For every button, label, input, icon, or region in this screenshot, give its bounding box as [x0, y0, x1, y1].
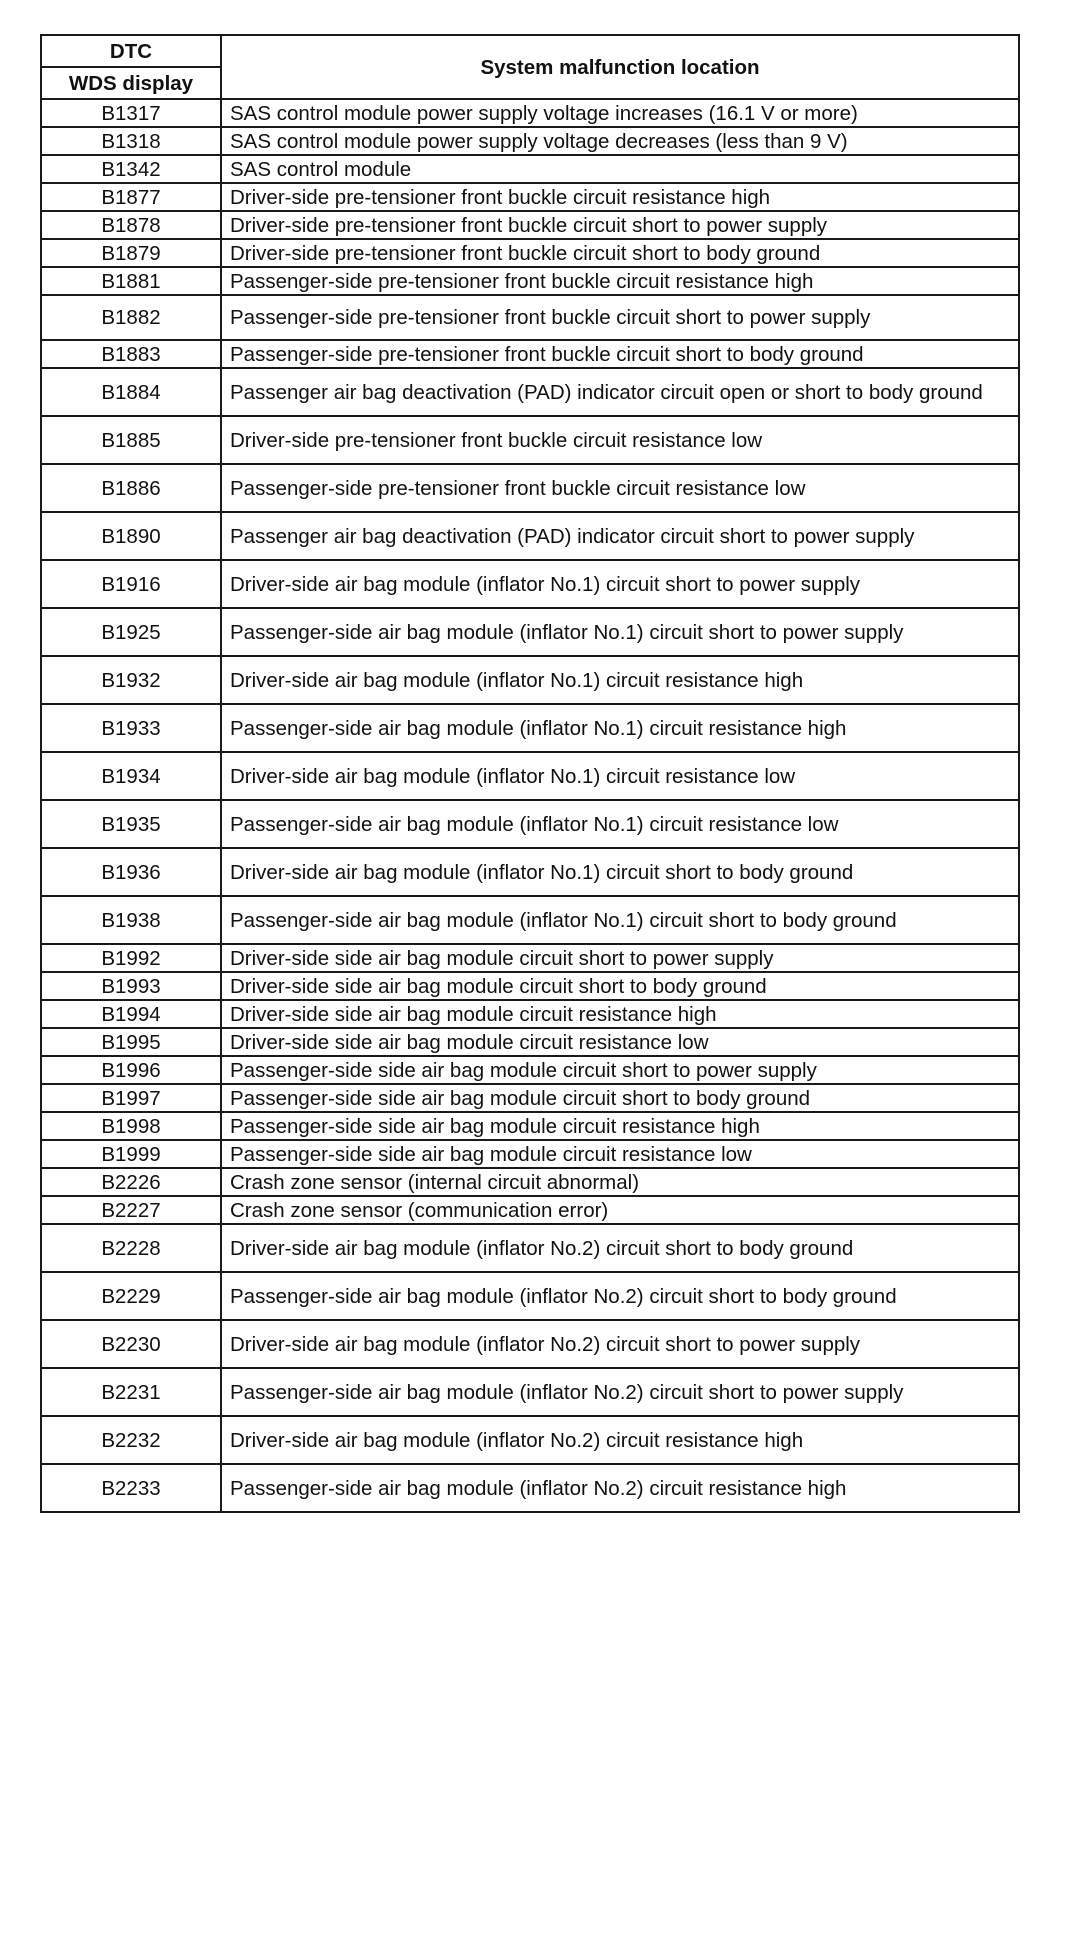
dtc-table — [40, 34, 1020, 1513]
malfunction-description-cell: Passenger-side air bag module (inflator No.1) circuit resistance low — [221, 800, 1019, 848]
malfunction-description-cell: Driver-side side air bag module circuit short to body ground — [221, 972, 1019, 1000]
malfunction-description-cell: Passenger air bag deactivation (PAD) indicator circuit open or short to body ground — [221, 368, 1019, 416]
dtc-code-cell: B2228 — [41, 1224, 221, 1272]
dtc-code-cell: B1935 — [41, 800, 221, 848]
dtc-code-cell: B1883 — [41, 340, 221, 368]
table-row — [41, 752, 1019, 800]
table-row — [41, 267, 1019, 295]
dtc-code-cell: B2227 — [41, 1196, 221, 1224]
table-row — [41, 1320, 1019, 1368]
table-row — [41, 608, 1019, 656]
dtc-code-cell: B1879 — [41, 239, 221, 267]
dtc-code-cell: B1890 — [41, 512, 221, 560]
malfunction-description-cell: Passenger-side side air bag module circuit short to body ground — [221, 1084, 1019, 1112]
header-location: System malfunction location — [221, 35, 1019, 99]
malfunction-description-cell: Driver-side air bag module (inflator No.1) circuit short to power supply — [221, 560, 1019, 608]
dtc-code-cell: B1885 — [41, 416, 221, 464]
dtc-code-cell: B1318 — [41, 127, 221, 155]
malfunction-description-cell: Passenger-side side air bag module circuit short to power supply — [221, 1056, 1019, 1084]
malfunction-description-cell: Driver-side side air bag module circuit resistance high — [221, 1000, 1019, 1028]
malfunction-description-cell: Driver-side air bag module (inflator No.1) circuit resistance low — [221, 752, 1019, 800]
malfunction-description-cell: Passenger-side air bag module (inflator No.1) circuit short to power supply — [221, 608, 1019, 656]
dtc-code-cell: B1992 — [41, 944, 221, 972]
table-row — [41, 1084, 1019, 1112]
dtc-code-cell: B1342 — [41, 155, 221, 183]
malfunction-description-cell: Driver-side pre-tensioner front buckle circuit short to power supply — [221, 211, 1019, 239]
malfunction-description-cell: Passenger-side side air bag module circuit resistance high — [221, 1112, 1019, 1140]
malfunction-description-cell: SAS control module — [221, 155, 1019, 183]
malfunction-description-cell: Driver-side air bag module (inflator No.1) circuit resistance high — [221, 656, 1019, 704]
dtc-code-cell: B1997 — [41, 1084, 221, 1112]
dtc-code-cell: B2230 — [41, 1320, 221, 1368]
dtc-code-cell: B1925 — [41, 608, 221, 656]
table-row — [41, 800, 1019, 848]
malfunction-description-cell: Driver-side air bag module (inflator No.2) circuit resistance high — [221, 1416, 1019, 1464]
dtc-code-cell: B1884 — [41, 368, 221, 416]
table-row — [41, 1272, 1019, 1320]
malfunction-description-cell: Crash zone sensor (communication error) — [221, 1196, 1019, 1224]
dtc-code-cell: B2233 — [41, 1464, 221, 1512]
header-dtc: DTC — [41, 35, 221, 67]
table-row — [41, 183, 1019, 211]
table-row — [41, 560, 1019, 608]
malfunction-description-cell: Driver-side air bag module (inflator No.2) circuit short to power supply — [221, 1320, 1019, 1368]
table-header — [41, 35, 1019, 99]
dtc-code-cell: B1878 — [41, 211, 221, 239]
table-row — [41, 1000, 1019, 1028]
dtc-code-cell: B1998 — [41, 1112, 221, 1140]
table-row — [41, 1368, 1019, 1416]
dtc-code-cell: B1994 — [41, 1000, 221, 1028]
table-row — [41, 512, 1019, 560]
dtc-code-cell: B1933 — [41, 704, 221, 752]
dtc-code-cell: B1882 — [41, 295, 221, 340]
table-row — [41, 416, 1019, 464]
dtc-code-cell: B1881 — [41, 267, 221, 295]
malfunction-description-cell: Driver-side air bag module (inflator No.2) circuit short to body ground — [221, 1224, 1019, 1272]
malfunction-description-cell: Passenger-side pre-tensioner front buckle circuit resistance high — [221, 267, 1019, 295]
malfunction-description-cell: Passenger-side air bag module (inflator No.1) circuit short to body ground — [221, 896, 1019, 944]
table-row — [41, 295, 1019, 340]
table-row — [41, 896, 1019, 944]
malfunction-description-cell: Passenger-side pre-tensioner front buckle circuit short to body ground — [221, 340, 1019, 368]
table-row — [41, 944, 1019, 972]
dtc-code-cell: B1934 — [41, 752, 221, 800]
table-row — [41, 1464, 1019, 1512]
table-row — [41, 99, 1019, 127]
malfunction-description-cell: Driver-side pre-tensioner front buckle circuit short to body ground — [221, 239, 1019, 267]
dtc-code-cell: B2232 — [41, 1416, 221, 1464]
table-row — [41, 1224, 1019, 1272]
malfunction-description-cell: Driver-side side air bag module circuit resistance low — [221, 1028, 1019, 1056]
table-row — [41, 368, 1019, 416]
dtc-code-cell: B1317 — [41, 99, 221, 127]
dtc-code-cell: B1993 — [41, 972, 221, 1000]
malfunction-description-cell: Crash zone sensor (internal circuit abnormal) — [221, 1168, 1019, 1196]
malfunction-description-cell: Passenger-side pre-tensioner front buckle circuit short to power supply — [221, 295, 1019, 340]
table-row — [41, 656, 1019, 704]
dtc-code-cell: B1938 — [41, 896, 221, 944]
dtc-code-cell: B1999 — [41, 1140, 221, 1168]
dtc-code-cell: B1877 — [41, 183, 221, 211]
dtc-code-cell: B1996 — [41, 1056, 221, 1084]
malfunction-description-cell: Driver-side pre-tensioner front buckle circuit resistance high — [221, 183, 1019, 211]
table-row — [41, 1416, 1019, 1464]
table-row — [41, 848, 1019, 896]
malfunction-description-cell: Passenger-side air bag module (inflator No.2) circuit resistance high — [221, 1464, 1019, 1512]
table-row — [41, 211, 1019, 239]
header-wds-display: WDS display — [41, 67, 221, 99]
table-row — [41, 1028, 1019, 1056]
table-row — [41, 704, 1019, 752]
table-row — [41, 1140, 1019, 1168]
malfunction-description-cell: Passenger-side side air bag module circuit resistance low — [221, 1140, 1019, 1168]
table-row — [41, 1196, 1019, 1224]
table-row — [41, 1112, 1019, 1140]
table-row — [41, 239, 1019, 267]
table-body — [41, 99, 1019, 1512]
table-row — [41, 340, 1019, 368]
table-row — [41, 127, 1019, 155]
malfunction-description-cell: Passenger-side air bag module (inflator No.2) circuit short to power supply — [221, 1368, 1019, 1416]
table-row — [41, 972, 1019, 1000]
table-row — [41, 464, 1019, 512]
malfunction-description-cell: Passenger air bag deactivation (PAD) indicator circuit short to power supply — [221, 512, 1019, 560]
malfunction-description-cell: Passenger-side air bag module (inflator No.1) circuit resistance high — [221, 704, 1019, 752]
malfunction-description-cell: Passenger-side air bag module (inflator No.2) circuit short to body ground — [221, 1272, 1019, 1320]
malfunction-description-cell: Driver-side air bag module (inflator No.1) circuit short to body ground — [221, 848, 1019, 896]
dtc-code-cell: B1886 — [41, 464, 221, 512]
dtc-code-cell: B1916 — [41, 560, 221, 608]
dtc-code-cell: B1932 — [41, 656, 221, 704]
malfunction-description-cell: Driver-side pre-tensioner front buckle circuit resistance low — [221, 416, 1019, 464]
malfunction-description-cell: SAS control module power supply voltage increases (16.1 V or more) — [221, 99, 1019, 127]
table-row — [41, 1168, 1019, 1196]
dtc-code-cell: B2226 — [41, 1168, 221, 1196]
dtc-code-cell: B1936 — [41, 848, 221, 896]
malfunction-description-cell: Driver-side side air bag module circuit short to power supply — [221, 944, 1019, 972]
table-row — [41, 1056, 1019, 1084]
malfunction-description-cell: SAS control module power supply voltage decreases (less than 9 V) — [221, 127, 1019, 155]
malfunction-description-cell: Passenger-side pre-tensioner front buckle circuit resistance low — [221, 464, 1019, 512]
table-row — [41, 155, 1019, 183]
dtc-code-cell: B1995 — [41, 1028, 221, 1056]
dtc-code-cell: B2229 — [41, 1272, 221, 1320]
dtc-code-cell: B2231 — [41, 1368, 221, 1416]
